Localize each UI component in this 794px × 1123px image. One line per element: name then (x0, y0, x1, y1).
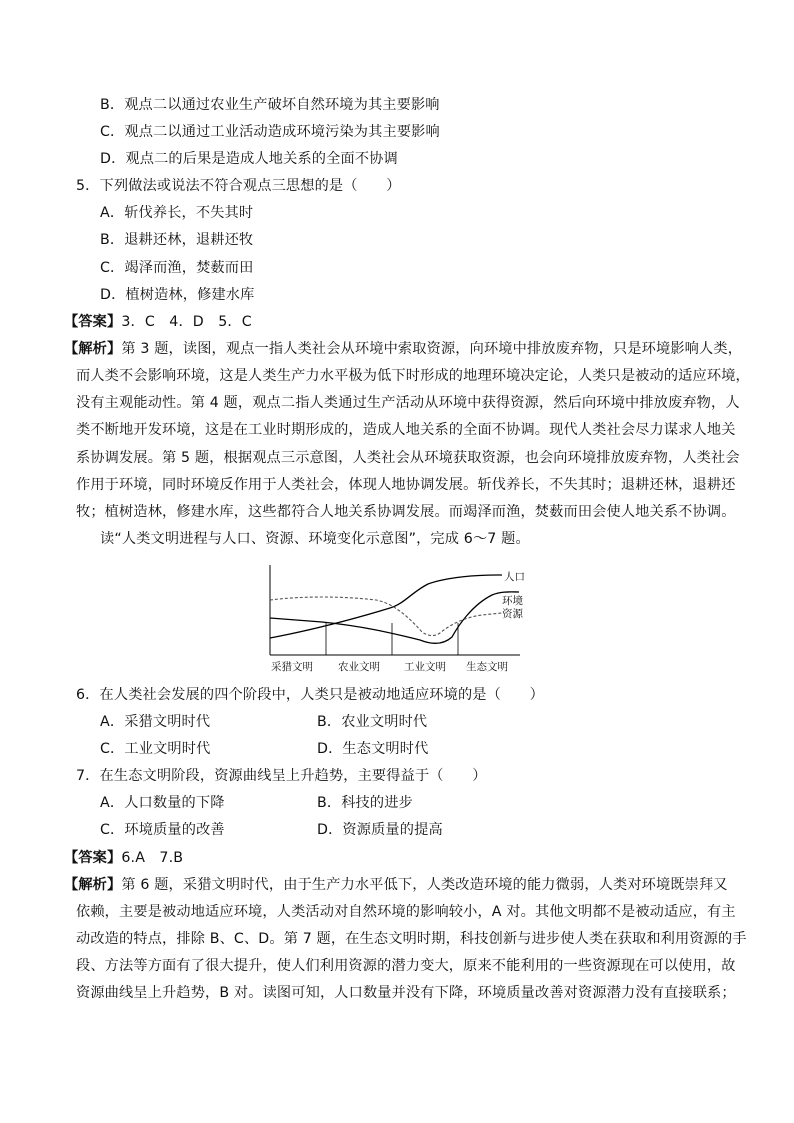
analysis-line: 牧；植树造林，修建水库，这些都符合人地关系协调发展。而竭泽而渔，焚薮而田会使人地关系不协调。 (76, 504, 736, 520)
answer-tag: 【答案】 (64, 314, 122, 330)
series-line (270, 575, 502, 638)
q6-option-a: A．采猎文明时代 (100, 714, 211, 730)
q6-option-c: C．工业文明时代 (100, 741, 211, 757)
q5-option-d: D．植树造林，修建水库 (100, 287, 255, 303)
q4-option-d: D．观点二的后果是造成人地关系的全面不协调 (100, 151, 398, 167)
category-label: 采猎文明 (271, 661, 313, 673)
q5-stem: 5．下列做法或说法不符合观点三思想的是（ ） (76, 178, 401, 194)
series-label: 人口 (504, 571, 525, 583)
q7-option-d: D．资源质量的提高 (317, 822, 443, 838)
series-label: 资源 (502, 608, 523, 620)
analysis-line: 系协调发展。第 5 题，根据观点三示意图，人类社会从环境获取资源，也会向环境排放废弃物，人类社会 (76, 450, 740, 466)
series-label: 环境 (502, 595, 523, 607)
category-label: 工业文明 (404, 661, 446, 673)
category-label: 农业文明 (338, 661, 380, 673)
analysis-line: 作用于环境，同时环境反作用于人类社会，体现人地协调发展。斩伐养长，不失其时；退耕还林，退耕还 (76, 477, 736, 493)
analysis-text: 第 6 题，采猎文明时代，由于生产力水平低下，人类改造环境的能力微弱，人类对环境既崇拜又 (121, 877, 728, 893)
category-label: 生态文明 (466, 661, 508, 673)
analysis-text: 第 3 题，读图，观点一指人类社会从环境中索取资源，向环境中排放废弃物，只是环境影响人类， (121, 341, 743, 357)
analysis-line: 动改造的特点，排除 B、C、D。第 7 题，在生态文明时期，科技创新与进步使人类在获取和利用资源的手 (76, 931, 747, 947)
answer-text: 3．C 4．D 5．C (121, 314, 252, 330)
answer-text: 6.A 7.B (121, 850, 184, 866)
series-line (270, 592, 519, 643)
analysis-tag: 【解析】 (64, 341, 122, 357)
read-intro: 读“人类文明进程与人口、资源、环境变化示意图”，完成 6～7 题。 (100, 531, 530, 547)
answer-block-1 (64, 312, 252, 332)
q4-option-b: B．观点二以通过农业生产破坏自然环境为其主要影响 (100, 97, 440, 113)
series-line (270, 597, 504, 636)
analysis-line: 资源曲线呈上升趋势，B 对。读图可知，人口数量并没有下降，环境质量改善对资源潜力没有直接联系； (76, 985, 736, 1001)
analysis-line: 没有主观能动性。第 4 题，观点二指人类通过生产活动从环境中获得资源，然后向环境中排放废弃物，人 (76, 395, 740, 411)
analysis-line: 类不断地开发环境，这是在工业时期形成的，造成人地关系的全面不协调。现代人类社会尽力谋求人地关 (76, 422, 736, 438)
analysis-line (64, 339, 742, 359)
analysis-line: 段、方法等方面有了很大提升，使人们利用资源的潜力变大，原来不能利用的一些资源现在可以使用，故 (76, 958, 736, 974)
q7-option-a: A．人口数量的下降 (100, 795, 225, 811)
answer-tag: 【答案】 (64, 850, 122, 866)
analysis-tag: 【解析】 (64, 877, 122, 893)
q7-stem: 7．在生态文明阶段，资源曲线呈上升趋势，主要得益于（ ） (76, 768, 487, 784)
civilization-chart (262, 560, 534, 678)
analysis-line (64, 875, 728, 895)
chart-axes (270, 565, 520, 655)
analysis-line: 而人类不会影响环境，这是人类生产力水平极为低下时形成的地理环境决定论，人类只是被动的适应环境， (76, 368, 750, 384)
q4-option-c: C．观点二以通过工业活动造成环境污染为其主要影响 (100, 124, 440, 140)
q7-option-c: C．环境质量的改善 (100, 822, 225, 838)
answer-block-2 (64, 848, 183, 868)
q5-option-c: C．竭泽而渔，焚薮而田 (100, 260, 254, 276)
q5-option-a: A．斩伐养长，不失其时 (100, 205, 254, 221)
analysis-line: 依赖，主要是被动地适应环境，人类活动对自然环境的影响较小，A 对。其他文明都不是被动适应，有主 (76, 904, 736, 920)
q5-option-b: B．退耕还林，退耕还牧 (100, 232, 254, 248)
q6-option-d: D．生态文明时代 (317, 741, 429, 757)
q6-option-b: B．农业文明时代 (317, 714, 428, 730)
q6-stem: 6．在人类社会发展的四个阶段中，人类只是被动地适应环境的是（ ） (76, 687, 544, 703)
q7-option-b: B．科技的进步 (317, 795, 413, 811)
